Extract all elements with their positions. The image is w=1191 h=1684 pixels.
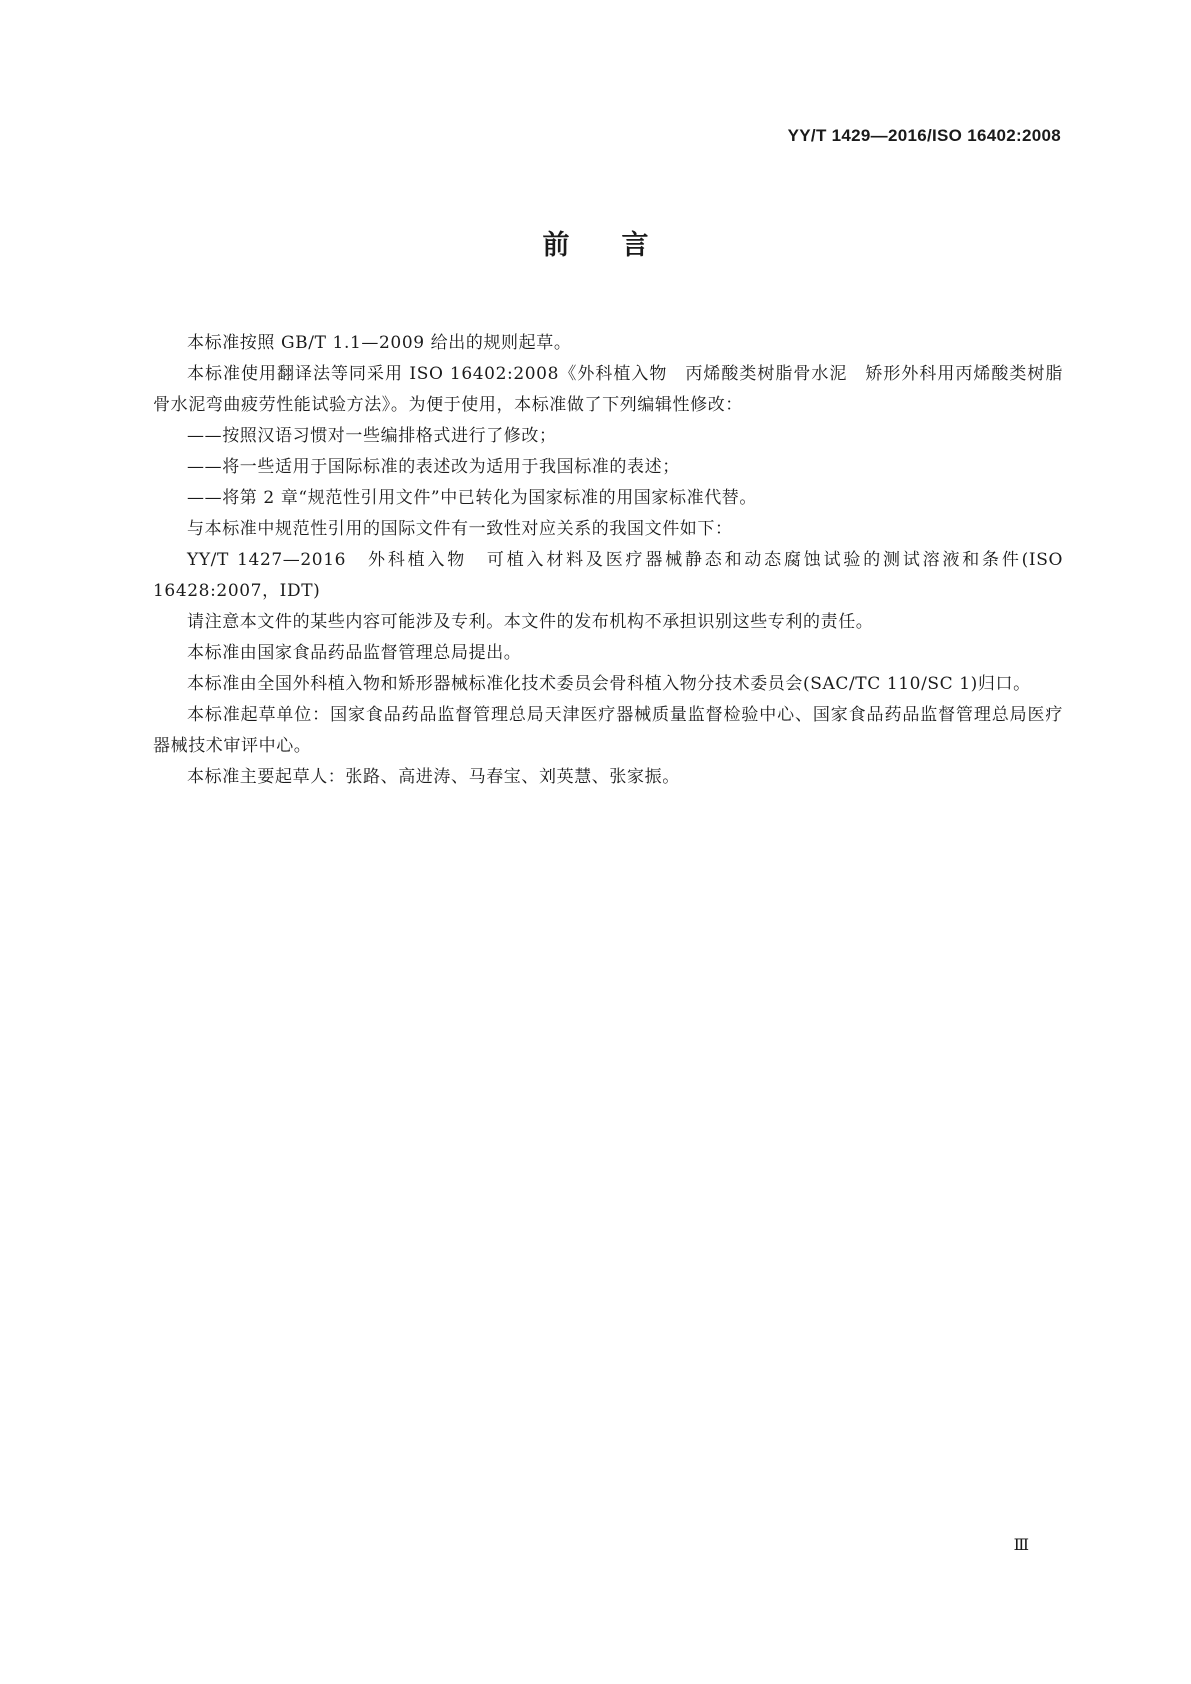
paragraph: 本标准由全国外科植入物和矫形器械标准化技术委员会骨科植入物分技术委员会(SAC/TC 110/SC 1)归口。 (187, 674, 1031, 694)
paragraph: 本标准使用翻译法等同采用 ISO 16402:2008《外科植入物 丙烯酸类树脂骨水泥 矫形外科用丙烯酸类树脂骨水泥弯曲疲劳性能试验方法》。为便于使用，本标准做了下列编辑性修改： (153, 364, 1063, 415)
paragraph: 本标准按照 GB/T 1.1—2009 给出的规则起草。 (187, 333, 572, 353)
foreword-body (153, 328, 1063, 793)
list-item: ——将第 2 章“规范性引用文件”中已转化为国家标准的用国家标准代替。 (187, 488, 758, 508)
page-number: Ⅲ (1013, 1535, 1029, 1554)
paragraph: 本标准起草单位：国家食品药品监督管理总局天津医疗器械质量监督检验中心、国家食品药品监督管理总局医疗器械技术审评中心。 (153, 705, 1063, 756)
list-item: ——将一些适用于国际标准的表述改为适用于我国标准的表述； (187, 457, 680, 477)
paragraph: 与本标准中规范性引用的国际文件有一致性对应关系的我国文件如下： (187, 519, 733, 539)
paragraph: 本标准由国家食品药品监督管理总局提出。 (187, 643, 522, 663)
page-title: 前言 (542, 230, 701, 261)
paragraph: YY/T 1427—2016 外科植入物 可植入材料及医疗器械静态和动态腐蚀试验的测试溶液和条件(ISO 16428:2007，IDT) (153, 550, 1063, 601)
paragraph: 本标准主要起草人：张路、高进涛、马春宝、刘英慧、张家振。 (187, 767, 680, 787)
list-item: ——按照汉语习惯对一些编排格式进行了修改； (187, 426, 557, 446)
paragraph: 请注意本文件的某些内容可能涉及专利。本文件的发布机构不承担识别这些专利的责任。 (187, 612, 874, 632)
standard-code: YY/T 1429—2016/ISO 16402:2008 (787, 126, 1061, 145)
